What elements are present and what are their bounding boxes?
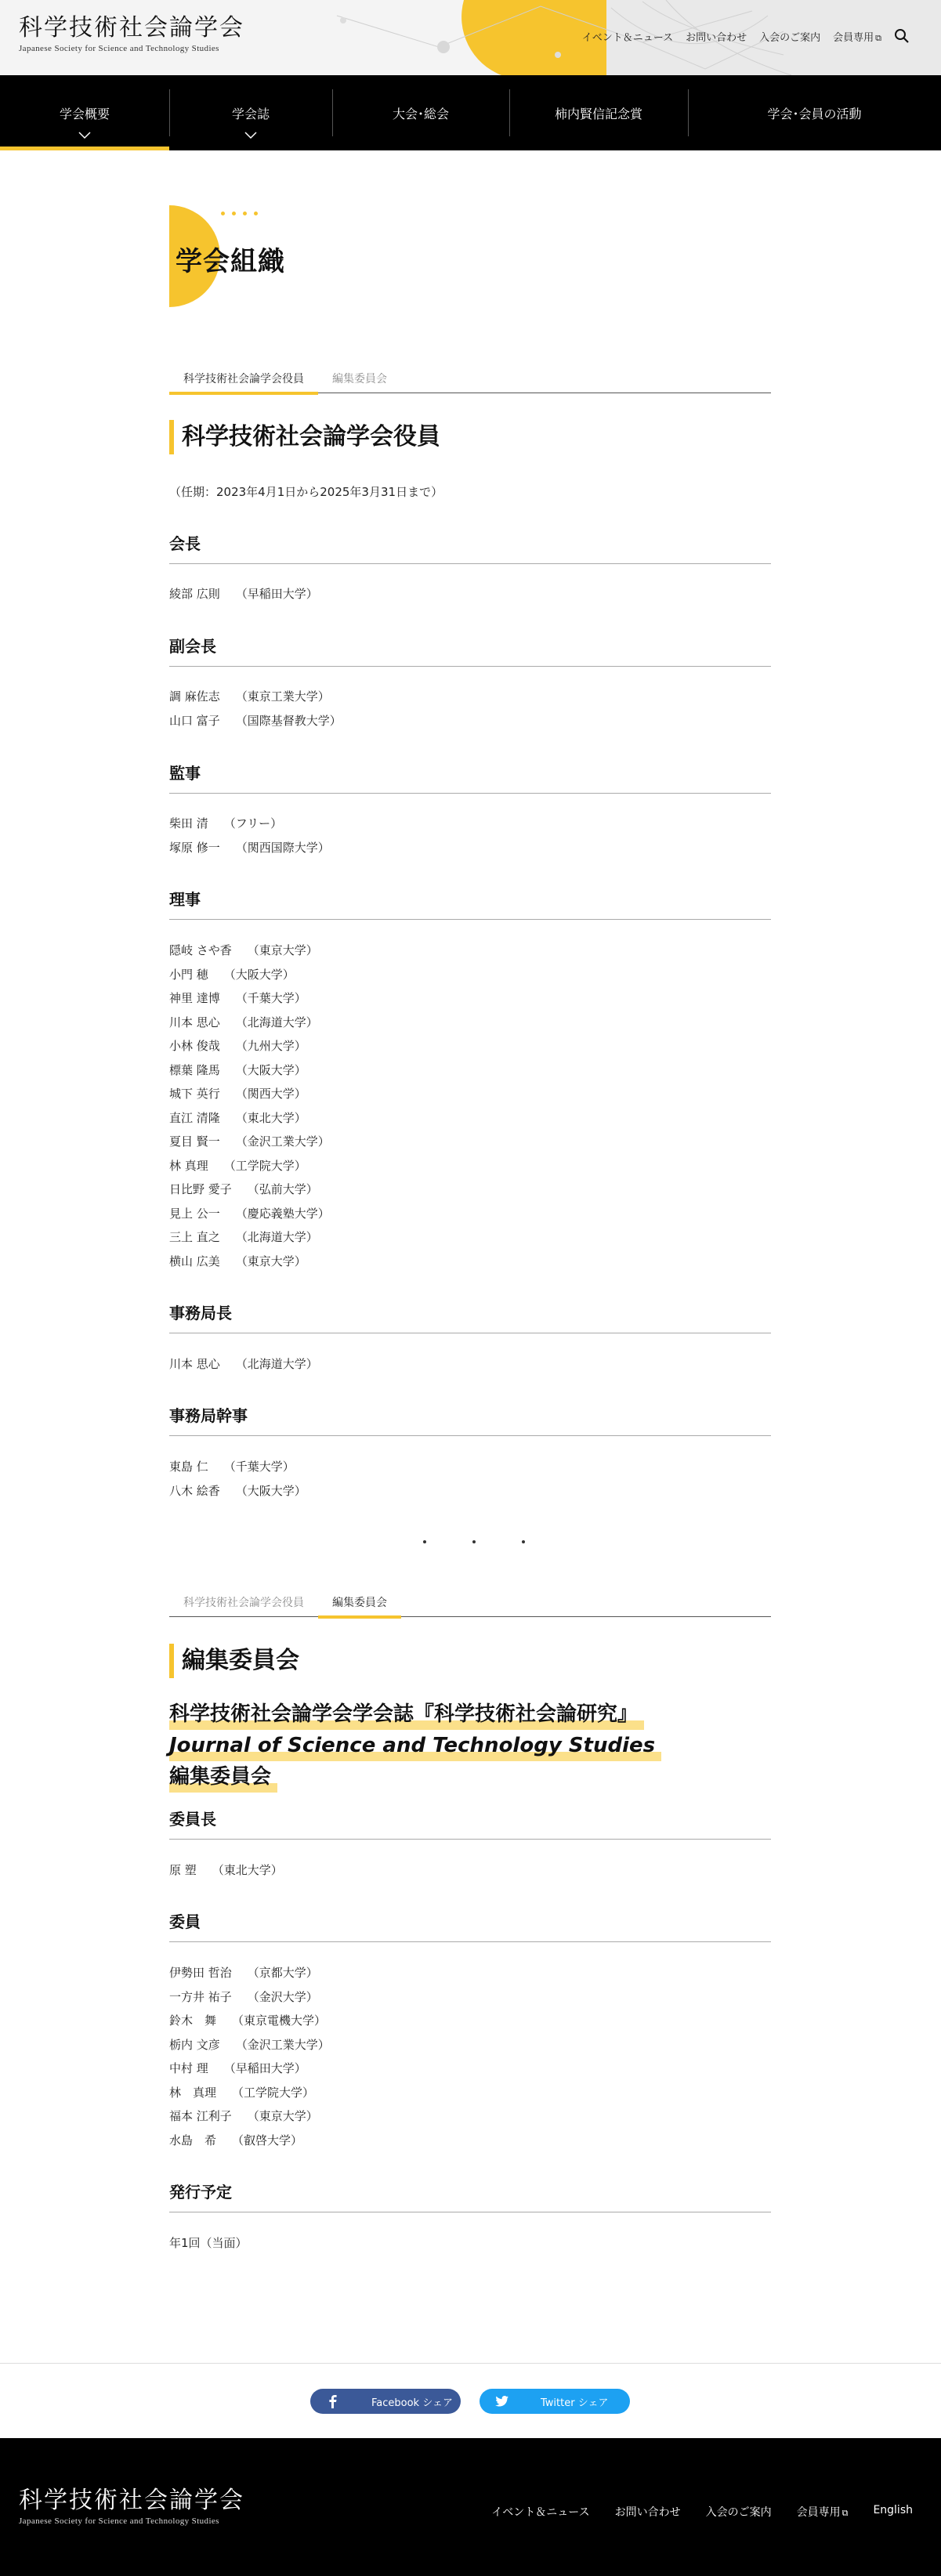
- member-row: [169, 1082, 330, 1106]
- member-list-secretariat: [169, 1455, 306, 1503]
- member-affiliation: （東京工業大学）: [235, 689, 330, 704]
- nav-label: 学会概要: [59, 106, 110, 121]
- footer-logo[interactable]: [19, 2487, 244, 2526]
- member-list-secretary-general: [169, 1352, 318, 1377]
- member-affiliation: （九州大学）: [235, 1039, 306, 1053]
- page-title-block: [169, 205, 404, 307]
- member-list-auditor: [169, 812, 330, 859]
- member-affiliation: （千葉大学）: [235, 991, 306, 1005]
- member-affiliation: （工学院大学）: [232, 2085, 315, 2100]
- members-link-label: 会員専用: [833, 31, 874, 44]
- nav-item-award[interactable]: [509, 75, 688, 150]
- member-row: [169, 1130, 330, 1154]
- footer-link-english[interactable]: English: [873, 2504, 913, 2516]
- member-row: [169, 2009, 330, 2033]
- member-row: [169, 1455, 306, 1479]
- nav-item-about[interactable]: [0, 75, 169, 150]
- member-row: [169, 1225, 330, 1250]
- member-list-vice-president: [169, 685, 342, 733]
- publication-schedule: [169, 2231, 248, 2256]
- member-affiliation: （国際基督教大学）: [235, 713, 342, 728]
- member-affiliation: （東京大学）: [247, 943, 318, 957]
- logo-subtitle: Japanese Society for Science and Technology Studies: [19, 44, 219, 53]
- footer-link-events[interactable]: イベント＆ニュース: [491, 2506, 590, 2519]
- member-name: 林 真理: [169, 1158, 208, 1173]
- tab-editorial[interactable]: 編集委員会: [318, 1590, 401, 1616]
- member-name: 川本 思心: [169, 1015, 220, 1029]
- tab-editorial[interactable]: 編集委員会: [332, 373, 387, 385]
- nav-item-journal[interactable]: [169, 75, 332, 150]
- member-affiliation: （北海道大学）: [235, 1357, 318, 1371]
- member-name: 水島 希: [169, 2133, 217, 2147]
- role-heading-editors: 委員: [169, 1909, 771, 1942]
- tab-bar-editorial: [169, 1590, 771, 1617]
- member-row: [169, 2057, 330, 2081]
- member-affiliation: （関西大学）: [235, 1087, 306, 1101]
- member-affiliation: （大阪大学）: [235, 1483, 306, 1498]
- title-dots: [221, 212, 258, 215]
- member-name: 中村 理: [169, 2061, 208, 2075]
- member-name: 鈴木 舞: [169, 2013, 217, 2028]
- chevron-down-icon: [244, 132, 257, 139]
- logo-title: 科学技術社会論学会: [19, 14, 244, 42]
- member-name: 八木 絵香: [169, 1483, 220, 1498]
- site-footer: [0, 2438, 941, 2576]
- member-row: [169, 986, 330, 1011]
- member-affiliation: （北海道大学）: [235, 1230, 318, 1244]
- member-row: [169, 2129, 330, 2153]
- member-name: 隠岐 さや香: [169, 943, 232, 957]
- member-name: 神里 達博: [169, 991, 220, 1005]
- member-row: [169, 1858, 283, 1883]
- nav-item-activities[interactable]: [688, 75, 941, 150]
- member-affiliation: （早稲田大学）: [223, 2061, 306, 2075]
- utility-link-events[interactable]: イベント＆ニュース: [581, 31, 674, 44]
- tab-officers[interactable]: 科学技術社会論学会役員: [169, 367, 318, 393]
- journal-title-suffix: 編集委員会: [169, 1761, 277, 1793]
- utility-link-contact[interactable]: お問い合わせ: [686, 31, 747, 44]
- role-heading-vice-president: 副会長: [169, 634, 771, 667]
- nav-label: 大会･総会: [392, 106, 449, 121]
- member-row: [169, 939, 330, 963]
- journal-title: [169, 1699, 661, 1793]
- member-name: 東島 仁: [169, 1460, 208, 1474]
- utility-nav: [582, 28, 910, 44]
- member-affiliation: （弘前大学）: [247, 1182, 318, 1196]
- footer-link-members[interactable]: [797, 2504, 849, 2520]
- utility-link-join[interactable]: 入会のご案内: [759, 31, 821, 44]
- publication-frequency: 年1回（当面）: [169, 2236, 248, 2250]
- member-list-president: [169, 582, 318, 606]
- member-affiliation: （大阪大学）: [235, 1062, 306, 1077]
- member-name: 柴田 清: [169, 816, 208, 830]
- member-row: [169, 709, 342, 733]
- footer-logo-subtitle: Japanese Society for Science and Technology Studies: [19, 2516, 219, 2526]
- member-row: [169, 1961, 330, 1985]
- member-row: [169, 1154, 330, 1178]
- member-affiliation: （工学院大学）: [223, 1158, 306, 1173]
- member-affiliation: （フリー）: [223, 816, 283, 830]
- share-bar: [0, 2363, 941, 2438]
- member-list-editors: [169, 1961, 330, 2152]
- role-heading-president: 会長: [169, 531, 771, 564]
- footer-logo-title: 科学技術社会論学会: [19, 2487, 244, 2514]
- member-affiliation: （関西国際大学）: [235, 840, 330, 855]
- role-heading-auditor: 監事: [169, 761, 771, 794]
- member-row: [169, 1178, 330, 1202]
- member-row: [169, 963, 330, 987]
- tab-bar-officers: [169, 367, 771, 393]
- twitter-share-button[interactable]: [480, 2389, 630, 2414]
- member-name: 小林 俊哉: [169, 1039, 220, 1053]
- tab-officers[interactable]: 科学技術社会論学会役員: [183, 1597, 304, 1609]
- member-affiliation: （金沢大学）: [247, 1989, 318, 2004]
- editorial-heading: 編集委員会: [169, 1644, 299, 1678]
- member-name: 林 真理: [169, 2085, 217, 2100]
- external-link-icon: ⧉: [875, 32, 881, 43]
- member-row: [169, 1106, 330, 1131]
- member-row: [169, 582, 318, 606]
- member-row: [169, 1250, 330, 1274]
- role-heading-secretariat: 事務局幹事: [169, 1403, 771, 1436]
- journal-title-en: Journal of Science and Technology Studies: [169, 1730, 661, 1761]
- utility-link-members[interactable]: [833, 29, 881, 44]
- member-row: [169, 685, 342, 709]
- member-name: 福本 江利子: [169, 2109, 232, 2123]
- member-name: 綾部 広則: [169, 587, 220, 601]
- member-affiliation: （北海道大学）: [235, 1015, 318, 1029]
- member-affiliation: （東北大学）: [235, 1110, 306, 1125]
- member-name: 横山 広美: [169, 1254, 220, 1268]
- member-row: [169, 812, 330, 836]
- search-icon[interactable]: [894, 28, 910, 44]
- site-header: [0, 0, 941, 75]
- role-heading-secretary-general: 事務局長: [169, 1301, 771, 1333]
- footer-link-join[interactable]: 入会のご案内: [705, 2506, 772, 2519]
- nav-label: 学会･会員の活動: [767, 106, 862, 121]
- member-name: 塚原 修一: [169, 840, 220, 855]
- footer-members-label: 会員専用: [796, 2506, 841, 2519]
- member-name: 三上 直之: [169, 1230, 220, 1244]
- term-text: （任期：2023年4月1日から2025年3月31日まで）: [169, 485, 443, 499]
- member-row: [169, 1058, 330, 1083]
- nav-label: 柿内賢信記念賞: [554, 106, 642, 121]
- member-name: 原 塑: [169, 1863, 197, 1877]
- footer-link-contact[interactable]: お問い合わせ: [614, 2506, 681, 2519]
- member-name: 城下 英行: [169, 1087, 220, 1101]
- member-affiliation: （京都大学）: [247, 1966, 318, 1980]
- member-name: 一方井 祐子: [169, 1989, 232, 2004]
- facebook-share-button[interactable]: [310, 2389, 461, 2414]
- journal-title-ja: 科学技術社会論学会学会誌『科学技術社会論研究』: [169, 1699, 644, 1730]
- member-affiliation: （金沢工業大学）: [235, 2037, 330, 2052]
- member-name: 伊勢田 哲治: [169, 1966, 232, 1980]
- page-title: 学会組織: [176, 246, 285, 277]
- member-affiliation: （東京大学）: [235, 1254, 306, 1268]
- facebook-share-label: Facebook シェア: [371, 2397, 453, 2409]
- member-name: 見上 公一: [169, 1206, 220, 1221]
- member-affiliation: （早稲田大学）: [235, 587, 318, 601]
- member-name: 小門 穂: [169, 967, 208, 982]
- global-nav: [0, 75, 941, 150]
- member-affiliation: （叡啓大学）: [232, 2133, 303, 2147]
- facebook-icon: [326, 2394, 340, 2408]
- member-name: 川本 思心: [169, 1357, 220, 1371]
- member-name: 調 麻佐志: [169, 689, 220, 704]
- section-separator: [423, 1540, 525, 1543]
- member-affiliation: （慶応義塾大学）: [235, 1206, 330, 1221]
- member-name: 直江 清隆: [169, 1110, 220, 1125]
- nav-item-conference[interactable]: [332, 75, 509, 150]
- member-row: [169, 1352, 318, 1377]
- chevron-down-icon: [78, 132, 91, 139]
- footer-nav: [491, 2504, 913, 2520]
- member-affiliation: （大阪大学）: [223, 967, 295, 982]
- member-row: [169, 1985, 330, 2010]
- member-affiliation: （東北大学）: [212, 1863, 283, 1877]
- external-link-icon: ⧉: [841, 2508, 849, 2518]
- member-affiliation: （東京大学）: [247, 2109, 318, 2123]
- member-name: 日比野 愛子: [169, 1182, 232, 1196]
- member-affiliation: （金沢工業大学）: [235, 1134, 330, 1149]
- member-row: [169, 1034, 330, 1058]
- member-name: 栃内 文彦: [169, 2037, 220, 2052]
- member-name: 標葉 隆馬: [169, 1062, 220, 1077]
- member-row: [169, 2081, 330, 2105]
- role-heading-directors: 理事: [169, 887, 771, 920]
- member-affiliation: （千葉大学）: [223, 1460, 295, 1474]
- officers-heading: 科学技術社会論学会役員: [169, 420, 440, 454]
- member-affiliation: （東京電機大学）: [232, 2013, 327, 2028]
- member-row: [169, 2033, 330, 2057]
- nav-label: 学会誌: [231, 106, 270, 121]
- member-row: [169, 2104, 330, 2129]
- member-row: [169, 1011, 330, 1035]
- twitter-icon: [495, 2394, 509, 2408]
- member-row: [169, 1479, 306, 1503]
- role-heading-publication: 発行予定: [169, 2180, 771, 2212]
- member-row: [169, 836, 330, 860]
- member-list-editor-in-chief: [169, 1858, 283, 1883]
- member-list-directors: [169, 939, 330, 1273]
- member-name: 山口 富子: [169, 713, 220, 728]
- member-name: 夏目 賢一: [169, 1134, 220, 1149]
- site-logo[interactable]: [19, 14, 244, 53]
- twitter-share-label: Twitter シェア: [541, 2397, 609, 2409]
- member-row: [169, 1202, 330, 1226]
- role-heading-editor-in-chief: 委員長: [169, 1807, 771, 1840]
